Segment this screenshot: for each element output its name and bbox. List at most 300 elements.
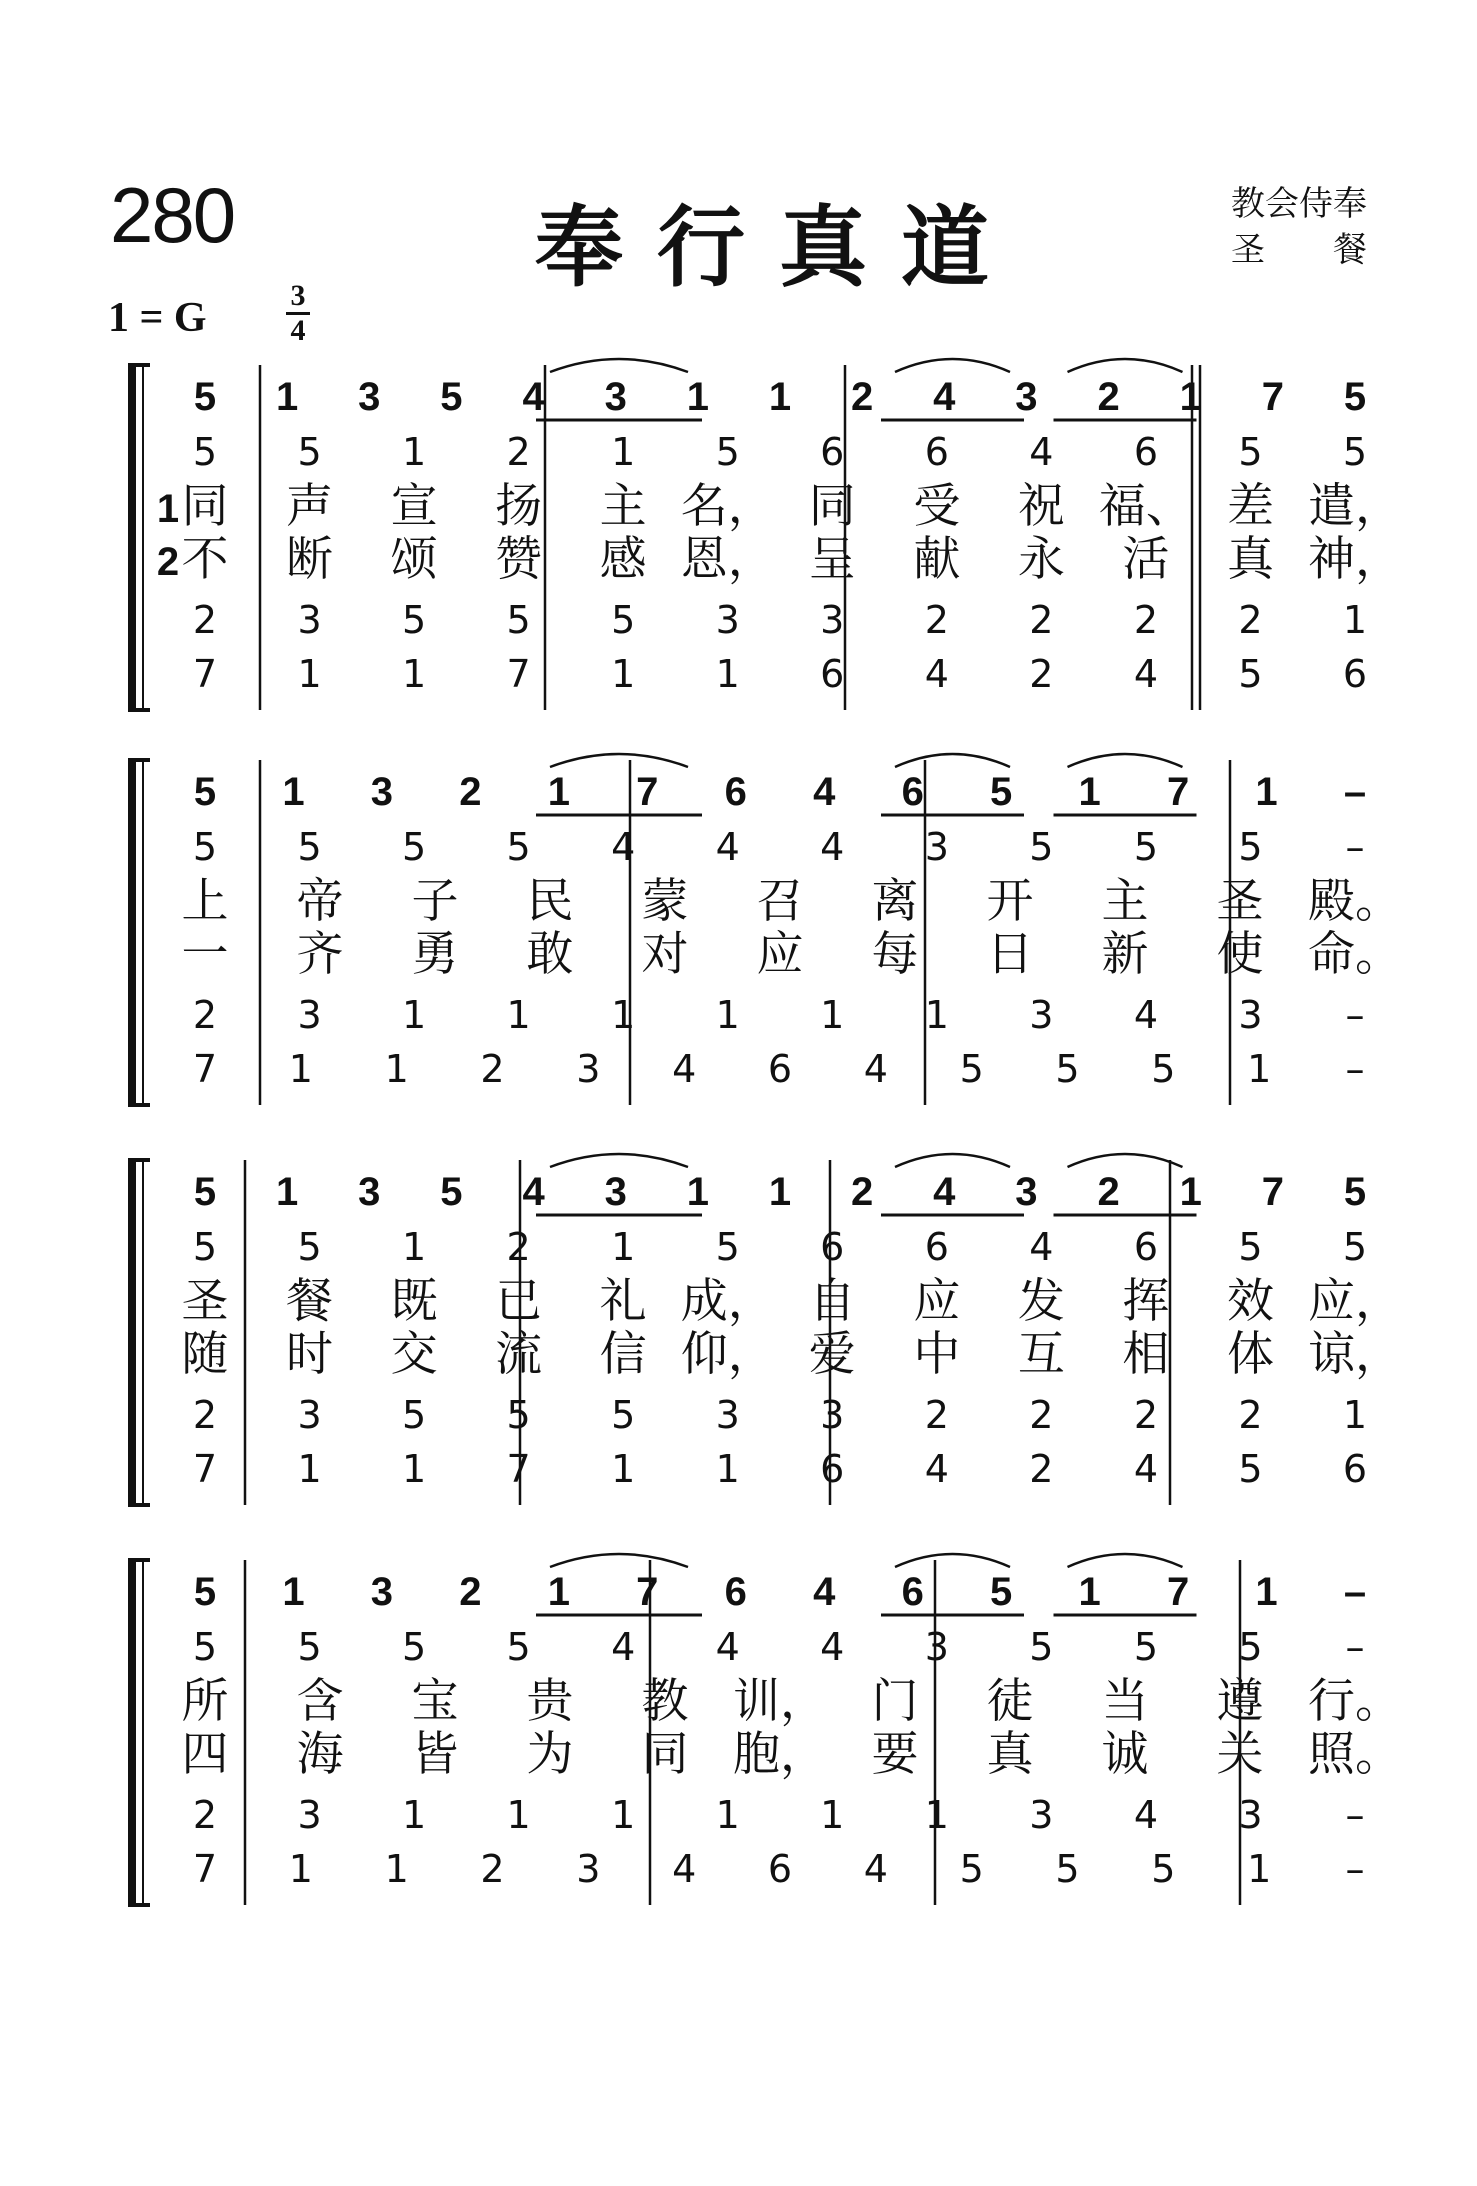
slur xyxy=(1068,1154,1183,1167)
soprano-note: 7 xyxy=(1261,1170,1284,1214)
lyric-verse-2: 海 xyxy=(296,1727,344,1782)
bass-note: 1 xyxy=(384,1047,409,1091)
alto-note: 5 xyxy=(1238,430,1263,474)
tenor-note: 2 xyxy=(1133,598,1159,642)
soprano-note: – xyxy=(1343,770,1367,814)
lyric-verse-1: 训， xyxy=(733,1674,827,1729)
lyric-verse-1: 已 xyxy=(495,1274,543,1329)
soprano-note: 1 xyxy=(547,1570,570,1614)
lyric-verse-1: 宣 xyxy=(390,479,438,534)
tenor-note: 1 xyxy=(401,1793,427,1837)
lyric-verse-2: 四 xyxy=(181,1727,229,1782)
bass-note: 6 xyxy=(820,1447,845,1491)
soprano-note: 1 xyxy=(282,770,305,814)
lyric-verse-1: 民 xyxy=(526,874,574,929)
soprano-note: 6 xyxy=(724,1570,747,1614)
tenor-note: 2 xyxy=(1029,1393,1054,1437)
lyric-verse-1: 餐 xyxy=(286,1274,334,1329)
bass-note: 1 xyxy=(288,1847,313,1891)
alto-note: 5 xyxy=(192,430,218,474)
soprano-note: 5 xyxy=(193,1170,217,1214)
lyric-verse-2: 为 xyxy=(526,1727,574,1782)
hymn-title: 奉行真道 xyxy=(535,196,1024,299)
bass-note: 5 xyxy=(959,1047,984,1091)
tenor-note: 1 xyxy=(506,993,531,1037)
bass-note: 1 xyxy=(715,1447,740,1491)
bass-note: 1 xyxy=(401,1447,427,1491)
lyric-verse-1: 礼 xyxy=(599,1274,647,1329)
lyric-verse-1: 祝 xyxy=(1017,479,1065,534)
lyric-verse-1: 既 xyxy=(390,1274,438,1329)
bass-note: 1 xyxy=(1247,1847,1272,1891)
tenor-note: – xyxy=(1345,1793,1365,1837)
lyric-verse-1: 福、 xyxy=(1098,479,1193,534)
lyric-verse-1: 含 xyxy=(296,1674,344,1729)
category-line-2: 圣 餐 xyxy=(1231,230,1367,270)
tenor-note: 1 xyxy=(924,993,949,1037)
alto-note: 5 xyxy=(297,1225,322,1269)
lyric-verse-2: 关 xyxy=(1216,1727,1264,1782)
alto-note: 6 xyxy=(1133,1225,1159,1269)
slur xyxy=(895,1154,1010,1167)
tenor-note: 4 xyxy=(1133,993,1159,1037)
tenor-note: 1 xyxy=(1342,598,1368,642)
lyric-verse-1: 应 xyxy=(913,1274,961,1329)
lyric-verse-2: 照。 xyxy=(1308,1727,1402,1782)
soprano-note: 5 xyxy=(440,1170,463,1214)
bass-note: 2 xyxy=(1029,652,1054,696)
alto-note: 6 xyxy=(1133,430,1159,474)
lyric-verse-2: 仰， xyxy=(680,1327,775,1382)
bass-note: 5 xyxy=(1151,1047,1176,1091)
lyric-verse-2: 要 xyxy=(871,1727,919,1782)
lyric-verse-1: 当 xyxy=(1101,1674,1149,1729)
bass-note: 7 xyxy=(192,1447,218,1491)
alto-note: 5 xyxy=(1342,1225,1368,1269)
tenor-note: 3 xyxy=(715,1393,740,1437)
system-bracket xyxy=(128,760,136,1105)
bass-note: 4 xyxy=(1133,652,1159,696)
soprano-note: 1 xyxy=(276,375,299,419)
soprano-note: 3 xyxy=(358,1170,381,1214)
lyric-verse-2: 一 xyxy=(181,927,229,982)
soprano-note: 2 xyxy=(1097,375,1120,419)
tenor-note: 2 xyxy=(1029,598,1054,642)
alto-note: 5 xyxy=(401,825,427,869)
tenor-note: 3 xyxy=(297,1793,322,1837)
lyric-verse-2: 献 xyxy=(913,532,961,587)
bass-note: 1 xyxy=(611,652,636,696)
alto-note: 5 xyxy=(401,1625,427,1669)
lyric-verse-2: 时 xyxy=(286,1327,334,1382)
alto-note: 5 xyxy=(506,825,531,869)
soprano-note: 4 xyxy=(933,375,956,419)
slur xyxy=(1068,754,1183,767)
bass-note: – xyxy=(1345,1047,1365,1091)
tenor-note: – xyxy=(1345,993,1365,1037)
tenor-note: 1 xyxy=(715,1793,740,1837)
lyric-verse-2: 谅， xyxy=(1308,1327,1402,1382)
lyric-verse-2: 神， xyxy=(1308,532,1402,587)
bass-note: 4 xyxy=(672,1047,697,1091)
bass-note: 4 xyxy=(924,652,949,696)
tenor-note: 3 xyxy=(1029,993,1054,1037)
soprano-note: 6 xyxy=(901,770,924,814)
bass-note: 4 xyxy=(672,1847,697,1891)
alto-note: 5 xyxy=(1029,1625,1054,1669)
bass-note: 5 xyxy=(1238,1447,1263,1491)
tenor-note: 2 xyxy=(192,993,218,1037)
alto-note: 5 xyxy=(1029,825,1054,869)
bass-note: 7 xyxy=(192,1847,218,1891)
alto-note: 4 xyxy=(1029,1225,1054,1269)
lyric-verse-1: 所 xyxy=(181,1674,229,1729)
soprano-note: 1 xyxy=(276,1170,299,1214)
tenor-note: 3 xyxy=(1238,1793,1263,1837)
alto-note: 4 xyxy=(715,1625,740,1669)
soprano-note: 4 xyxy=(933,1170,956,1214)
lyric-verse-2: 颂 xyxy=(390,532,438,587)
lyric-verse-2: 交 xyxy=(390,1327,438,1382)
lyric-verse-1: 应， xyxy=(1308,1274,1402,1329)
tenor-note: 1 xyxy=(401,993,427,1037)
bass-note: 4 xyxy=(863,1047,888,1091)
soprano-note: 5 xyxy=(440,375,463,419)
alto-note: 5 xyxy=(1342,430,1368,474)
tenor-note: 3 xyxy=(297,1393,322,1437)
soprano-note: 5 xyxy=(1343,375,1367,419)
bass-note: 7 xyxy=(506,1447,531,1491)
alto-note: 2 xyxy=(506,430,531,474)
lyric-verse-1: 子 xyxy=(411,874,459,929)
soprano-note: 4 xyxy=(522,1170,545,1214)
alto-note: 1 xyxy=(401,1225,427,1269)
soprano-note: 3 xyxy=(1015,375,1038,419)
lyric-verse-2: 胞， xyxy=(733,1727,827,1782)
soprano-note: 1 xyxy=(547,770,570,814)
alto-note: 3 xyxy=(924,1625,949,1669)
soprano-note: – xyxy=(1343,1570,1367,1614)
tenor-note: 1 xyxy=(715,993,740,1037)
alto-note: 5 xyxy=(192,825,218,869)
tenor-note: 3 xyxy=(297,598,322,642)
lyric-verse-1: 圣 xyxy=(181,1274,229,1329)
soprano-note: 1 xyxy=(1078,1570,1101,1614)
soprano-note: 5 xyxy=(193,770,217,814)
bass-note: 3 xyxy=(576,1047,601,1091)
bass-note: 2 xyxy=(480,1047,505,1091)
tenor-note: 2 xyxy=(192,598,218,642)
alto-note: 5 xyxy=(192,1225,218,1269)
alto-note: 5 xyxy=(715,430,740,474)
tenor-note: 5 xyxy=(401,1393,427,1437)
alto-note: 2 xyxy=(506,1225,531,1269)
lyric-verse-2: 同 xyxy=(641,1727,689,1782)
bass-note: 5 xyxy=(1151,1847,1176,1891)
tenor-note: 2 xyxy=(1133,1393,1159,1437)
bass-note: 1 xyxy=(401,652,427,696)
lyric-verse-1: 遣， xyxy=(1308,479,1402,534)
tenor-note: 4 xyxy=(1133,1793,1159,1837)
lyric-verse-2: 信 xyxy=(599,1327,647,1382)
lyric-verse-1: 挥 xyxy=(1122,1274,1170,1329)
lyric-verse-2: 活 xyxy=(1122,532,1170,587)
soprano-note: 7 xyxy=(1261,375,1284,419)
bass-note: – xyxy=(1345,1847,1365,1891)
lyric-verse-1: 召 xyxy=(756,874,804,929)
alto-note: 1 xyxy=(611,1225,636,1269)
lyric-verse-1: 殿。 xyxy=(1308,874,1402,929)
lyric-verse-2: 日 xyxy=(986,927,1034,982)
tenor-note: 2 xyxy=(192,1393,218,1437)
lyric-verse-2: 流 xyxy=(495,1327,543,1382)
alto-note: 1 xyxy=(611,430,636,474)
lyric-verse-1: 扬 xyxy=(495,479,543,534)
soprano-note: 2 xyxy=(459,1570,482,1614)
alto-note: 4 xyxy=(715,825,740,869)
alto-note: 5 xyxy=(297,430,322,474)
lyric-verse-2: 赞 xyxy=(495,532,543,587)
soprano-note: 7 xyxy=(636,770,659,814)
lyric-verse-1: 帝 xyxy=(296,874,344,929)
soprano-note: 5 xyxy=(193,375,217,419)
bass-note: 1 xyxy=(288,1047,313,1091)
system-bracket xyxy=(128,1560,136,1905)
soprano-note: 3 xyxy=(604,375,627,419)
lyric-verse-2: 呈 xyxy=(808,532,856,587)
bass-note: 6 xyxy=(1342,652,1368,696)
alto-note: 6 xyxy=(924,430,949,474)
bass-note: 4 xyxy=(924,1447,949,1491)
soprano-note: 6 xyxy=(724,770,747,814)
bass-note: 1 xyxy=(611,1447,636,1491)
bass-note: 1 xyxy=(1247,1047,1272,1091)
alto-note: 5 xyxy=(1238,825,1263,869)
soprano-note: 1 xyxy=(1179,1170,1202,1214)
slur xyxy=(550,754,688,767)
lyric-verse-1: 门 xyxy=(871,1674,919,1729)
lyric-verse-2: 永 xyxy=(1017,532,1065,587)
lyric-verse-2: 真 xyxy=(1226,532,1274,587)
slur xyxy=(550,359,688,372)
soprano-note: 1 xyxy=(686,375,709,419)
soprano-note: 7 xyxy=(1166,1570,1190,1614)
tenor-note: 2 xyxy=(924,1393,949,1437)
lyric-verse-1: 教 xyxy=(641,1674,689,1729)
alto-note: 6 xyxy=(820,1225,845,1269)
tenor-note: 5 xyxy=(506,1393,531,1437)
lyric-verse-2: 不 xyxy=(181,532,229,587)
soprano-note: 5 xyxy=(1343,1170,1367,1214)
time-sig-top: 3 xyxy=(290,279,306,312)
tenor-note: 1 xyxy=(1342,1393,1368,1437)
bass-note: 5 xyxy=(959,1847,984,1891)
verse-number: 2 xyxy=(156,540,180,584)
alto-note: 4 xyxy=(611,825,636,869)
alto-note: 5 xyxy=(1238,1225,1263,1269)
alto-note: 5 xyxy=(1133,1625,1159,1669)
tenor-note: 5 xyxy=(611,1393,636,1437)
slur xyxy=(895,359,1010,372)
slur xyxy=(895,1554,1010,1567)
bass-note: 6 xyxy=(767,1847,793,1891)
soprano-note: 6 xyxy=(901,1570,924,1614)
lyric-verse-1: 效 xyxy=(1226,1274,1274,1329)
lyric-verse-2: 命。 xyxy=(1308,927,1402,982)
soprano-note: 1 xyxy=(768,1170,792,1214)
bass-note: 2 xyxy=(480,1847,505,1891)
soprano-note: 5 xyxy=(990,770,1013,814)
alto-note: – xyxy=(1345,1625,1365,1669)
soprano-note: 4 xyxy=(813,1570,836,1614)
soprano-note: 1 xyxy=(768,375,792,419)
soprano-note: 7 xyxy=(636,1570,659,1614)
lyric-verse-2: 使 xyxy=(1216,927,1264,982)
soprano-note: 2 xyxy=(851,375,874,419)
tenor-note: 3 xyxy=(1029,1793,1054,1837)
lyric-verse-2: 感 xyxy=(599,532,647,587)
lyric-verse-1: 声 xyxy=(286,479,334,534)
bass-note: 1 xyxy=(715,652,740,696)
system-bracket xyxy=(128,365,136,710)
soprano-note: 2 xyxy=(459,770,482,814)
tenor-note: 3 xyxy=(715,598,740,642)
tenor-note: 1 xyxy=(611,993,636,1037)
soprano-note: 4 xyxy=(522,375,545,419)
bass-note: 5 xyxy=(1055,1847,1080,1891)
alto-note: 5 xyxy=(297,825,322,869)
hymn-number: 280 xyxy=(110,171,235,259)
tenor-note: 1 xyxy=(611,1793,636,1837)
tenor-note: 5 xyxy=(401,598,427,642)
soprano-note: 2 xyxy=(851,1170,874,1214)
lyric-verse-2: 勇 xyxy=(411,927,459,982)
alto-note: 5 xyxy=(297,1625,322,1669)
alto-note: 5 xyxy=(1133,825,1159,869)
lyric-verse-1: 发 xyxy=(1017,1274,1065,1329)
lyric-verse-1: 同 xyxy=(808,479,856,534)
tenor-note: 2 xyxy=(1238,1393,1263,1437)
soprano-note: 1 xyxy=(1255,1570,1278,1614)
verse-number: 1 xyxy=(156,487,180,531)
lyric-verse-1: 主 xyxy=(599,479,647,534)
lyric-verse-1: 成， xyxy=(680,1274,775,1329)
bass-note: 5 xyxy=(1238,652,1263,696)
alto-note: 6 xyxy=(820,430,845,474)
lyric-verse-2: 应 xyxy=(756,927,804,982)
lyric-verse-2: 互 xyxy=(1017,1327,1065,1382)
lyric-verse-1: 受 xyxy=(913,479,961,534)
tenor-note: 1 xyxy=(924,1793,949,1837)
bass-note: 6 xyxy=(820,652,845,696)
lyric-verse-2: 爱 xyxy=(808,1327,856,1382)
lyric-verse-2: 诚 xyxy=(1101,1727,1149,1782)
alto-note: 5 xyxy=(715,1225,740,1269)
slur xyxy=(550,1154,688,1167)
tenor-note: 1 xyxy=(820,1793,845,1837)
soprano-note: 2 xyxy=(1097,1170,1120,1214)
lyric-verse-1: 行。 xyxy=(1308,1674,1402,1729)
tenor-note: 3 xyxy=(297,993,322,1037)
alto-note: 5 xyxy=(506,1625,531,1669)
lyric-verse-2: 随 xyxy=(181,1327,229,1382)
lyric-verse-1: 差 xyxy=(1226,479,1274,534)
bass-note: 7 xyxy=(506,652,531,696)
lyric-verse-2: 真 xyxy=(986,1727,1034,1782)
lyric-verse-2: 皆 xyxy=(411,1727,459,1782)
alto-note: 6 xyxy=(924,1225,949,1269)
bass-note: 6 xyxy=(767,1047,793,1091)
lyric-verse-2: 恩， xyxy=(680,532,775,587)
lyric-verse-1: 上 xyxy=(181,874,229,929)
soprano-note: 1 xyxy=(1078,770,1101,814)
soprano-note: 1 xyxy=(1179,375,1202,419)
lyric-verse-2: 敢 xyxy=(526,927,574,982)
lyric-verse-1: 名， xyxy=(680,479,775,534)
alto-note: 1 xyxy=(401,430,427,474)
lyric-verse-1: 离 xyxy=(871,874,919,929)
time-sig-bottom: 4 xyxy=(290,314,306,347)
bass-note: 1 xyxy=(384,1847,409,1891)
soprano-note: 3 xyxy=(370,1570,394,1614)
tenor-note: 2 xyxy=(192,1793,218,1837)
tenor-note: 1 xyxy=(506,1793,531,1837)
lyric-verse-1: 同 xyxy=(181,479,229,534)
bass-note: 4 xyxy=(863,1847,888,1891)
slur xyxy=(550,1554,688,1567)
lyric-verse-1: 主 xyxy=(1101,874,1149,929)
alto-note: 3 xyxy=(924,825,949,869)
soprano-note: 3 xyxy=(370,770,394,814)
slur xyxy=(1068,359,1183,372)
lyric-verse-2: 每 xyxy=(871,927,919,982)
bass-note: 4 xyxy=(1133,1447,1159,1491)
category-line-1: 教会侍奉 xyxy=(1231,184,1367,224)
tenor-note: 3 xyxy=(820,1393,845,1437)
tenor-note: 1 xyxy=(820,993,845,1037)
lyric-verse-1: 自 xyxy=(808,1274,856,1329)
lyric-verse-1: 开 xyxy=(986,874,1034,929)
lyric-verse-1: 遵 xyxy=(1216,1674,1264,1729)
alto-note: 4 xyxy=(820,825,845,869)
lyric-verse-2: 齐 xyxy=(296,927,344,982)
bass-note: 1 xyxy=(297,652,322,696)
bass-note: 7 xyxy=(192,652,218,696)
soprano-note: 1 xyxy=(1255,770,1278,814)
soprano-note: 5 xyxy=(193,1570,217,1614)
alto-note: 5 xyxy=(192,1625,218,1669)
lyric-verse-1: 蒙 xyxy=(641,874,689,929)
alto-note: 4 xyxy=(1029,430,1054,474)
soprano-note: 3 xyxy=(604,1170,627,1214)
tenor-note: 3 xyxy=(1238,993,1263,1037)
bass-note: 7 xyxy=(192,1047,218,1091)
alto-note: 4 xyxy=(820,1625,845,1669)
lyric-verse-2: 相 xyxy=(1122,1327,1170,1382)
bass-note: 3 xyxy=(576,1847,601,1891)
tenor-note: 5 xyxy=(506,598,531,642)
bass-note: 2 xyxy=(1029,1447,1054,1491)
lyric-verse-1: 宝 xyxy=(411,1674,459,1729)
alto-note: – xyxy=(1345,825,1365,869)
soprano-note: 7 xyxy=(1166,770,1190,814)
tenor-note: 2 xyxy=(924,598,949,642)
alto-note: 4 xyxy=(611,1625,636,1669)
soprano-note: 4 xyxy=(813,770,836,814)
alto-note: 5 xyxy=(1238,1625,1263,1669)
soprano-note: 5 xyxy=(990,1570,1013,1614)
lyric-verse-1: 徒 xyxy=(986,1674,1034,1729)
